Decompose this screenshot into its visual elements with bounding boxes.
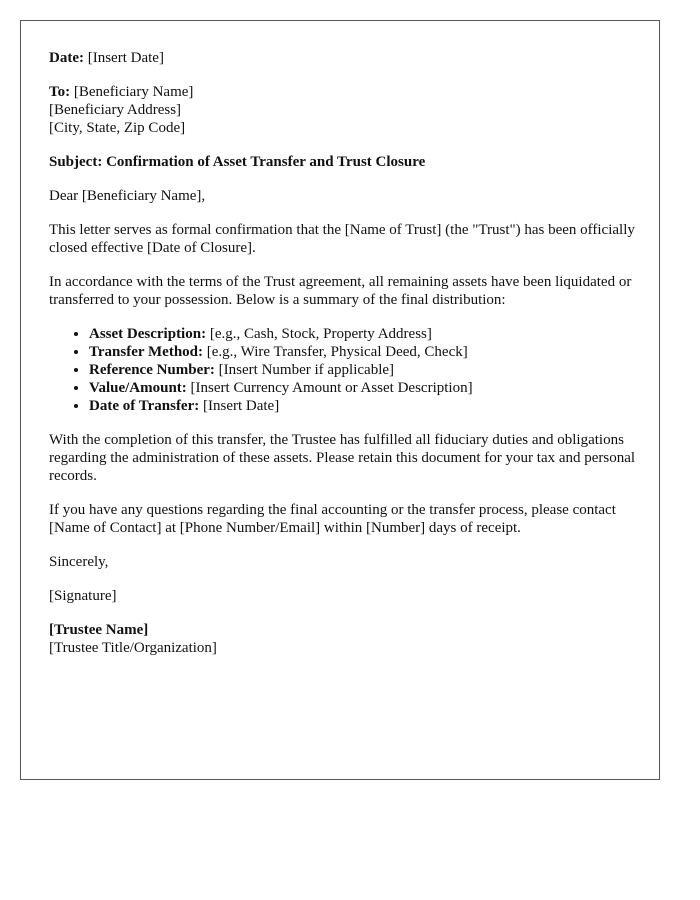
item-value: [e.g., Cash, Stock, Property Address] [209,326,432,342]
item-label: Asset Description: [89,326,207,342]
item-value: [Insert Currency Amount or Asset Description] [190,380,473,396]
item-value: [Insert Number if applicable] [218,362,395,378]
recipient-address: [Beneficiary Address] [49,102,182,118]
signature-placeholder: [Signature] [49,588,117,604]
trustee-title: [Trustee Title/Organization] [49,640,217,656]
recipient-name: [Beneficiary Name] [73,84,194,100]
item-value: [Insert Date] [203,398,280,414]
item-label: Reference Number: [89,362,215,378]
distribution-summary-list [49,325,649,415]
contact-paragraph: If you have any questions regarding the final accounting or the transfer process, please contact [Name of Contact] at [Phone Number/Email] within [Number] days of receipt. [49,502,616,536]
letter-page [20,20,660,780]
trustee-name: [Trustee Name] [49,622,149,638]
letter-body [49,49,649,673]
sign-off: Sincerely, [49,554,109,570]
closing-paragraph: With the completion of this transfer, the Trustee has fulfilled all fiduciary duties and obligations regarding the administration of these assets. Please retain this document for your tax and personal records. [49,432,636,484]
list-item [89,379,649,397]
list-item [89,325,649,343]
date-value: [Insert Date] [87,50,164,66]
date-label: Date: [49,50,84,66]
body-paragraph: In accordance with the terms of the Trust agreement, all remaining assets have been liquidated or transferred to your possession. Below is a summary of the final distribution: [49,274,632,308]
recipient-block [49,83,649,137]
item-label: Value/Amount: [89,380,187,396]
recipient-label: To: [49,84,71,100]
list-item [89,361,649,379]
item-label: Date of Transfer: [89,398,200,414]
trustee-block [49,621,649,657]
recipient-name-line [49,83,649,101]
list-item [89,397,649,415]
recipient-city-state-zip: [City, State, Zip Code] [49,120,186,136]
salutation: Dear [Beneficiary Name], [49,188,206,204]
body-paragraph: This letter serves as formal confirmation that the [Name of Trust] (the "Trust") has been officially closed effective [Date of Closure]. [49,222,635,256]
subject-line: Subject: Confirmation of Asset Transfer and Trust Closure [49,154,426,170]
item-label: Transfer Method: [89,344,204,360]
list-item [89,343,649,361]
date-line [49,49,649,67]
item-value: [e.g., Wire Transfer, Physical Deed, Check] [206,344,468,360]
